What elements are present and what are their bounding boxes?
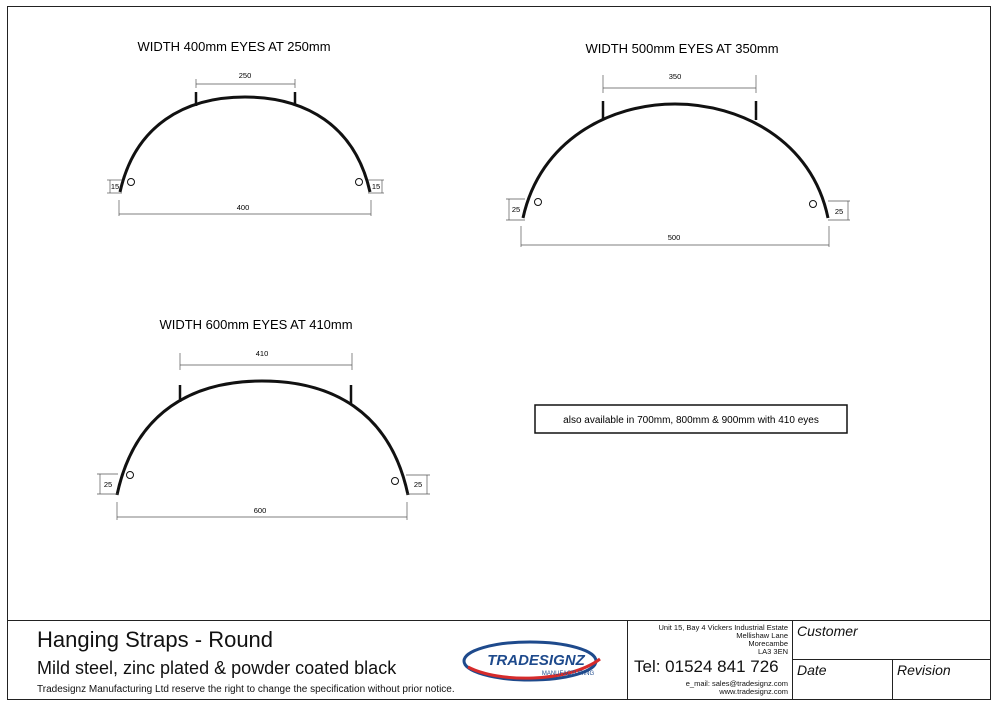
revision-label: Revision [897,662,951,678]
drawing-name: Hanging Straps - Round [37,627,274,652]
dim-drop-right: 25 [834,207,844,216]
contact [686,680,788,696]
customer-cell [792,621,991,660]
date-cell [792,660,892,699]
hole-right [392,478,399,485]
address-line: Morecambe [748,639,788,648]
drawing-500mm [506,41,850,247]
strap-arc [523,104,828,218]
strap-arc [117,381,408,495]
hole-left [128,179,135,186]
dim-width: 600 [253,506,267,515]
hole-right [810,201,817,208]
dim-drop-right: 25 [413,480,423,489]
address-line: Mellishaw Lane [736,631,788,640]
logo-wordmark: TRADESIGNZ [487,652,585,669]
dim-drop-left: 25 [511,205,521,214]
hole-left [535,199,542,206]
customer-label: Customer [797,623,858,639]
hole-left [127,472,134,479]
dim-width: 500 [667,233,681,242]
availability-note [535,405,847,433]
tradesignz-logo [458,637,608,687]
logo-tagline: MANUFACTURING [541,671,595,677]
hole-right [356,179,363,186]
dim-eye-spacing: 350 [668,72,682,81]
address-line: LA3 3EN [757,647,788,656]
telephone: Tel: 01524 841 726 [634,657,779,676]
drawing-title: WIDTH 600mm EYES AT 410mm [159,317,353,332]
availability-note-text: also available in 700mm, 800mm & 900mm with 410 eyes [563,415,819,426]
dim-drop-left: 15 [110,182,120,191]
dim-drop-left: 25 [103,480,113,489]
dim-eye-spacing: 250 [238,71,252,80]
date-label: Date [797,662,827,678]
strap-arc [120,97,370,192]
drawing-600mm [97,317,430,520]
material-spec: Mild steel, zinc plated & powder coated black [37,658,397,678]
email: e_mail: sales@tradesignz.com [685,679,788,688]
dim-eye-spacing: 410 [255,349,269,358]
address-line: Unit 15, Bay 4 Vickers Industrial Estate [658,623,788,632]
dim-drop-right: 15 [371,182,381,191]
dim-width: 400 [236,203,250,212]
revision-cell [892,660,991,699]
company-address-cell [627,621,792,699]
drawing-title: WIDTH 500mm EYES AT 350mm [585,41,779,56]
address [658,624,788,656]
drawing-title: WIDTH 400mm EYES AT 250mm [137,39,331,54]
disclaimer: Tradesignz Manufacturing Ltd reserve the right to change the specification without prior notice. [37,684,455,695]
website: www.tradesignz.com [719,687,788,696]
drawing-400mm [107,39,384,216]
